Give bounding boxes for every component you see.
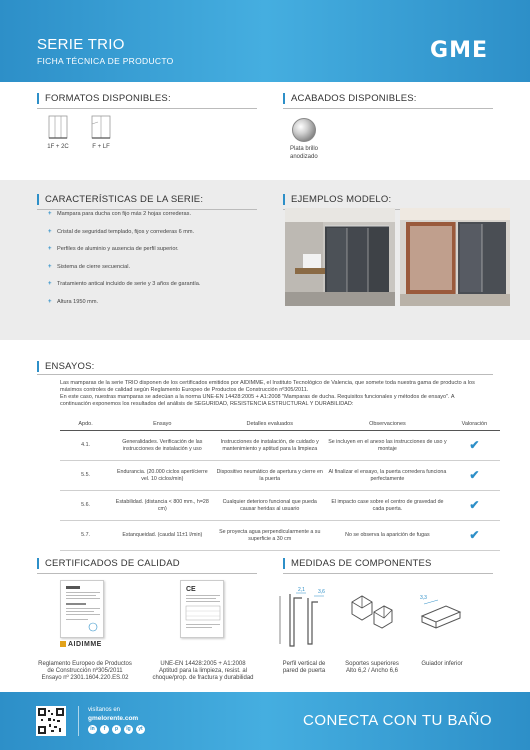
cell-observaciones: Se incluyen en el anexo las instrucciones de uso y montaje — [326, 431, 449, 461]
page-header — [0, 0, 530, 82]
cert-caption-2 — [148, 661, 258, 683]
website-link[interactable]: gmelorente.com — [88, 715, 139, 722]
page-footer — [0, 692, 530, 750]
acabado-label — [290, 146, 318, 161]
formato-flf — [83, 114, 119, 150]
cell-detalles: Instrucciones de instalación, de cuidado y mantenimiento y aptitud para la limpieza — [213, 431, 326, 461]
feature-item: + Perfiles de aluminio y ausencia de perfil superior. — [48, 246, 268, 253]
medidas-title: MEDIDAS DE COMPONENTES — [283, 558, 432, 569]
cell-observaciones: No se observa la aparición de fugas — [326, 521, 449, 551]
component-caption-line: pared de puerta — [282, 668, 326, 675]
svg-text:CE: CE — [186, 586, 196, 593]
cert-caption-1 — [30, 661, 140, 683]
series-subtitle: FICHA TÉCNICA DE PRODUCTO — [37, 56, 174, 66]
col-detalles: Detalles evaluados — [213, 419, 326, 431]
instagram-icon[interactable]: ig — [124, 725, 133, 734]
cell-ensayo: Estabilidad. (distancia < 800 mm., h=28 cm) — [111, 491, 213, 521]
cert-caption-line: choque/prop. de fractura y durabilidad — [152, 675, 254, 682]
component-caption-line: Alto 6,2 / Ancho 6,6 — [345, 668, 399, 675]
youtube-icon[interactable]: yt — [136, 725, 145, 734]
ensayos-paragraph-2: En este caso, nuestras mamparas se adecúan a la norma UNE-EN 14428:2005 + A1:2008 "Mamparas de ducha. Requisitos funcionales y métodos de ensayo". A continuación exponemos los resultados del análisis de SEGURIDAD, RESISTENCIA ESTRUCTURAL Y DURABILIDAD: — [60, 394, 455, 407]
col-valoracion: Valoración — [449, 419, 500, 431]
component-caption-1 — [273, 661, 335, 675]
acabado-label-line1: Plata brillo — [290, 146, 319, 152]
component-caption-line: Perfil vertical de — [282, 661, 326, 667]
table-row — [60, 521, 500, 551]
col-apdo: Apdo. — [60, 419, 111, 431]
plata-brillo-swatch — [292, 118, 316, 142]
cell-observaciones: Al finalizar el ensayo, la puerta corredera funciona perfectamente — [326, 461, 449, 491]
cell-apdo: 5.5. — [60, 461, 111, 491]
example-photo-1 — [285, 208, 395, 306]
formatos-title: FORMATOS DISPONIBLES: — [37, 93, 171, 104]
feature-item: + Altura 1950 mm. — [48, 299, 268, 306]
feature-item: + Mampara para ducha con fijo más 2 hojas correderas. — [48, 211, 268, 218]
certificados-divider — [37, 573, 257, 574]
cell-ensayo: Endurancia. (20.000 ciclos apert/cierre vel. 10 ciclos/min) — [111, 461, 213, 491]
table-row — [60, 461, 500, 491]
caracteristicas-divider — [37, 209, 257, 210]
formato-label: F + LF — [92, 144, 110, 150]
cell-ensayo: Generalidades. Verificación de las instrucciones de instalación y uso — [111, 431, 213, 461]
cell-observaciones: El impacto case sobre el centro de gravedad de cada puerta. — [326, 491, 449, 521]
aidimme-brand: AIDIMME — [68, 640, 102, 648]
col-observaciones: Observaciones — [326, 419, 449, 431]
ensayos-title: ENSAYOS: — [37, 361, 94, 372]
feature-item: + Cristal de seguridad templado, fijos y correderas 6 mm. — [48, 229, 268, 236]
brand-logo: GME — [430, 38, 488, 63]
example-photo-2 — [400, 208, 510, 306]
certificate-doc-2 — [180, 580, 224, 638]
top-supports-drawing — [346, 588, 396, 638]
format-flf-icon — [90, 114, 112, 140]
cert-caption-line: UNE-EN 14428:2005 + A1:2008 — [160, 661, 246, 667]
check-icon: ✔ — [449, 491, 500, 521]
series-title: SERIE TRIO — [37, 36, 125, 53]
caracteristicas-title: CARACTERÍSTICAS DE LA SERIE: — [37, 194, 203, 205]
cell-apdo: 4.1. — [60, 431, 111, 461]
ensayos-paragraph-1: Las mamparas de la serie TRIO disponen de los certificados emitidos por AIDIMME, el Instituto Tecnológico de Valencia, que somete toda nuestra gama de producto a los máximos controles de calidad según Reglamento Europeo de Productos de Construcción nº305/2011. — [60, 380, 475, 393]
facebook-icon[interactable]: f — [100, 725, 109, 734]
table-row — [60, 491, 500, 521]
social-icons — [88, 725, 145, 734]
aidimme-mark — [60, 641, 66, 647]
col-ensayo: Ensayo — [111, 419, 213, 431]
check-icon: ✔ — [449, 431, 500, 461]
cell-detalles: Cualquier deterioro funcional que pueda causar heridas al usuario — [213, 491, 326, 521]
component-caption-line: Guiador inferior — [421, 661, 463, 667]
footer-slogan: CONECTA CON TU BAÑO — [303, 712, 492, 729]
medidas-divider — [283, 573, 493, 574]
footer-divider — [78, 706, 79, 736]
pinterest-icon[interactable]: p — [112, 725, 121, 734]
acabado-label-line2: anodizado — [290, 153, 318, 160]
cell-detalles: Se proyecta agua perpendicularmente a su superficie a 30 cm — [213, 521, 326, 551]
cert-caption-line: Ensayo nº 2301.1604.220.ES.02 — [41, 675, 129, 682]
certificados-title: CERTIFICADOS DE CALIDAD — [37, 558, 180, 569]
cell-detalles: Dispositivo neumático de apertura y cierre en la puerta — [213, 461, 326, 491]
ensayos-table — [60, 419, 500, 551]
bottom-guide-drawing — [416, 598, 468, 638]
cell-ensayo: Estanqueidad. (caudal 11±1 l/min) — [111, 521, 213, 551]
dim-label-c: 3,3 — [420, 595, 427, 601]
cell-apdo: 5.6. — [60, 491, 111, 521]
format-1f2c-icon — [47, 114, 69, 140]
cert-caption-line: Aptitud para la limpieza, resist. al — [158, 668, 248, 675]
check-icon: ✔ — [449, 521, 500, 551]
component-caption-2 — [337, 661, 407, 675]
check-icon: ✔ — [449, 461, 500, 491]
feature-item: + Sistema de cierre secuencial. — [48, 264, 268, 271]
certificate-doc-1 — [60, 580, 104, 638]
component-caption-line: Soportes superiores — [345, 661, 399, 667]
table-header-row — [60, 419, 500, 431]
table-row — [60, 431, 500, 461]
qr-code[interactable] — [36, 706, 66, 736]
acabados-title: ACABADOS DISPONIBLES: — [283, 93, 417, 104]
cert-caption-line: Reglamento Europeo de Productos — [38, 661, 132, 667]
features-list — [48, 211, 268, 316]
cell-apdo: 5.7. — [60, 521, 111, 551]
linkedin-icon[interactable]: in — [88, 725, 97, 734]
acabados-divider — [283, 108, 493, 109]
ensayos-intro — [60, 380, 475, 408]
vertical-profile-drawing — [276, 588, 332, 650]
dim-label-a: 2,1 — [298, 587, 305, 593]
feature-item: + Tratamiento antical incluido de serie y 3 años de garantía. — [48, 281, 268, 288]
dim-label-b: 3,6 — [318, 589, 325, 595]
formato-label: 1F + 2C — [47, 144, 69, 150]
formatos-divider — [37, 108, 257, 109]
visit-label: visítanos en — [88, 707, 121, 713]
component-caption-3 — [410, 661, 474, 668]
aidimme-logo — [60, 640, 112, 648]
formato-1f2c — [40, 114, 76, 150]
ensayos-divider — [37, 374, 493, 375]
cert-caption-line: de Construcción nº305/2011 — [47, 668, 123, 675]
ejemplos-title: EJEMPLOS MODELO: — [283, 194, 391, 205]
